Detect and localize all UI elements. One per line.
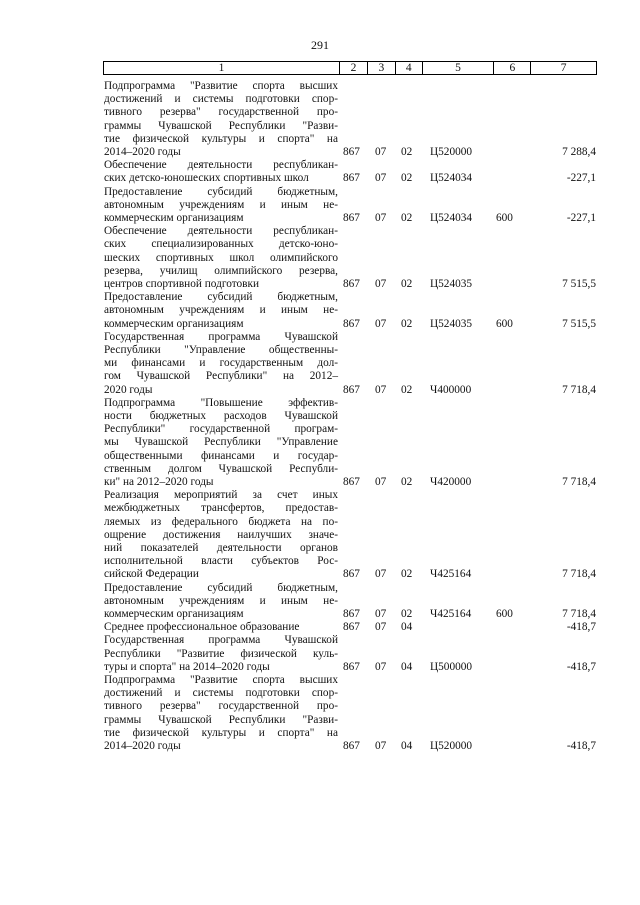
row-name-line: мы Чувашской Республики "Управление: [104, 436, 338, 449]
row-name-line: сийской Федерации: [104, 568, 199, 581]
row-name-line: ляемых из федерального бюджета на по-: [104, 515, 338, 528]
row-name-line: тивного резерва" государственной про-: [104, 700, 338, 713]
row-amount: 7 288,4: [562, 146, 596, 158]
row-name-line: Среднее профессиональное образование: [104, 621, 300, 634]
row-name-line: коммерческим организациям: [104, 212, 244, 224]
table-row: [0, 80, 640, 159]
row-name-line: Республики" государственной програм-: [104, 423, 338, 436]
row-admin-code: 867: [343, 568, 360, 581]
row-name-line: ки" на 2012–2020 годы: [104, 476, 214, 489]
row-expense-type-code: 600: [496, 317, 513, 330]
row-name-line: ний показателей деятельности органов: [104, 542, 338, 554]
row-name-line: общественными финансами и государ-: [104, 449, 338, 462]
row-name: [104, 397, 338, 489]
row-name-line: Государственная программа Чувашской: [104, 634, 338, 647]
row-name-line: тие физической культуры и спорта" на: [104, 132, 338, 145]
row-name-line: автономным учреждениям и иным не-: [104, 198, 338, 211]
row-name-line: 2014–2020 годы: [104, 146, 181, 159]
row-admin-code: 867: [343, 660, 360, 673]
row-amount: -227,1: [566, 211, 596, 224]
row-name-line: туры и спорта" на 2014–2020 годы: [104, 660, 270, 673]
row-target-article-code: Ч400000: [430, 383, 472, 396]
row-name-line: Подпрограмма "Развитие спорта высших: [104, 80, 338, 92]
row-subsection-code: 04: [401, 740, 413, 752]
row-name-line: ских специализированных детско-юно-: [104, 238, 338, 251]
row-target-article-code: Ц500000: [430, 660, 473, 673]
row-subsection-code: 02: [401, 146, 413, 158]
row-name-line: ственным долгом Чувашской Республи-: [104, 462, 338, 475]
header-col-6: 6: [493, 62, 530, 74]
row-name: [104, 634, 338, 674]
row-subsection-code: 02: [401, 211, 413, 224]
row-name-line: 2014–2020 годы: [104, 740, 181, 753]
table-row: [0, 674, 640, 753]
table-row: [0, 331, 640, 397]
row-amount: -418,7: [566, 740, 596, 752]
row-admin-code: 867: [343, 383, 360, 396]
row-name-line: Республики "Управление общественны-: [104, 344, 338, 356]
table-row: [0, 634, 640, 674]
row-section-code: 07: [375, 660, 387, 673]
row-name-line: граммы Чувашской Республики "Разви-: [104, 119, 338, 132]
row-name-line: Предоставление субсидий бюджетным,: [104, 185, 338, 198]
table-row: [0, 186, 640, 226]
row-subsection-code: 02: [401, 383, 413, 396]
row-name-line: Обеспечение деятельности республикан-: [104, 159, 338, 172]
row-name-line: достижений и системы подготовки спор-: [104, 93, 338, 106]
row-admin-code: 867: [343, 621, 360, 634]
row-name-line: шеских спортивных школ олимпийского: [104, 251, 338, 264]
row-name: [104, 291, 338, 331]
row-section-code: 07: [375, 607, 387, 620]
row-amount: -418,7: [566, 621, 596, 634]
row-name: [104, 331, 338, 397]
row-target-article-code: Ч425164: [430, 607, 472, 620]
row-name: [104, 489, 338, 581]
table-row: [0, 159, 640, 185]
row-name-line: ощрение достижения наилучших значе-: [104, 528, 338, 541]
row-target-article-code: Ч420000: [430, 475, 472, 488]
row-section-code: 07: [375, 475, 387, 488]
row-section-code: 07: [375, 621, 387, 634]
row-name-line: Подпрограмма "Повышение эффектив-: [104, 396, 338, 409]
row-name-line: Предоставление субсидий бюджетным,: [104, 291, 338, 304]
row-section-code: 07: [375, 146, 387, 158]
row-admin-code: 867: [343, 172, 360, 185]
row-name: [104, 621, 338, 634]
row-name-line: ских детско-юношеских спортивных школ: [104, 172, 309, 185]
row-name-line: граммы Чувашской Республики "Разви-: [104, 713, 338, 726]
table-row: [0, 291, 640, 331]
table-row: [0, 582, 640, 622]
row-name-line: исполнительной власти субъектов Рос-: [104, 555, 338, 568]
row-subsection-code: 02: [401, 607, 413, 620]
row-name-line: автономным учреждениям и иным не-: [104, 304, 338, 317]
row-section-code: 07: [375, 172, 387, 185]
row-name-line: гом Чувашской Республики" на 2012–: [104, 370, 338, 383]
row-amount: 7 718,4: [562, 383, 596, 396]
row-name-line: Предоставление субсидий бюджетным,: [104, 581, 338, 594]
row-section-code: 07: [375, 568, 387, 581]
row-amount: 7 718,4: [562, 607, 596, 620]
row-admin-code: 867: [343, 146, 360, 158]
row-amount: 7 718,4: [562, 475, 596, 488]
row-name: [104, 674, 338, 753]
row-name-line: Обеспечение деятельности республикан-: [104, 225, 338, 238]
row-admin-code: 867: [343, 475, 360, 488]
row-name-line: тие физической культуры и спорта" на: [104, 726, 338, 739]
row-name-line: Подпрограмма "Развитие спорта высших: [104, 674, 338, 686]
row-amount: 7 718,4: [562, 568, 596, 581]
row-amount: -227,1: [566, 172, 596, 185]
header-col-4: 4: [395, 62, 422, 74]
row-name-line: межбюджетных трансфертов, предостав-: [104, 502, 338, 515]
row-name-line: Государственная программа Чувашской: [104, 330, 338, 343]
row-name-line: коммерческим организациям: [104, 317, 244, 330]
row-section-code: 07: [375, 740, 387, 752]
row-section-code: 07: [375, 277, 387, 290]
row-name: [104, 186, 338, 226]
row-admin-code: 867: [343, 277, 360, 290]
row-admin-code: 867: [343, 317, 360, 330]
row-name: [104, 225, 338, 291]
row-admin-code: 867: [343, 211, 360, 224]
row-subsection-code: 04: [401, 660, 413, 673]
row-section-code: 07: [375, 211, 387, 224]
row-name-line: достижений и системы подготовки спор-: [104, 687, 338, 700]
header-col-3: 3: [367, 62, 395, 74]
header-col-1: 1: [218, 62, 225, 74]
row-name-line: тивного резерва" государственной про-: [104, 106, 338, 119]
row-target-article-code: Ц524035: [430, 317, 473, 330]
row-expense-type-code: 600: [496, 211, 513, 224]
row-name-line: Реализация мероприятий за счет иных: [104, 489, 338, 502]
table-row: [0, 621, 640, 634]
table-row: [0, 397, 640, 489]
table-row: [0, 225, 640, 291]
row-name-line: ности бюджетных расходов Чувашской: [104, 410, 338, 422]
row-name-line: коммерческим организациям: [104, 608, 244, 620]
row-name-line: резерва, училищ олимпийского резерва,: [104, 264, 338, 277]
row-target-article-code: Ц520000: [430, 740, 473, 752]
page-number: 291: [311, 38, 329, 52]
row-subsection-code: 02: [401, 172, 413, 185]
row-target-article-code: Ц520000: [430, 146, 473, 158]
row-subsection-code: 04: [401, 621, 413, 634]
row-admin-code: 867: [343, 740, 360, 752]
row-name: [104, 80, 338, 159]
row-name-line: ми финансами и государственным дол-: [104, 357, 338, 370]
row-amount: 7 515,5: [562, 317, 596, 330]
row-target-article-code: Ч425164: [430, 568, 472, 581]
row-target-article-code: Ц524035: [430, 277, 473, 290]
header-col-5: 5: [422, 62, 494, 74]
row-subsection-code: 02: [401, 277, 413, 290]
row-amount: -418,7: [566, 660, 596, 673]
row-name: [104, 159, 338, 185]
row-name-line: автономным учреждениям и иным не-: [104, 594, 338, 607]
row-subsection-code: 02: [401, 568, 413, 581]
row-subsection-code: 02: [401, 475, 413, 488]
row-amount: 7 515,5: [562, 277, 596, 290]
row-target-article-code: Ц524034: [430, 172, 473, 185]
row-section-code: 07: [375, 383, 387, 396]
row-name: [104, 582, 338, 622]
header-col-7: 7: [530, 62, 596, 74]
row-expense-type-code: 600: [496, 607, 513, 620]
row-name-line: Республики "Развитие физической куль-: [104, 647, 338, 660]
header-col-2: 2: [339, 62, 367, 74]
table-row: [0, 489, 640, 581]
row-admin-code: 867: [343, 607, 360, 620]
row-subsection-code: 02: [401, 317, 413, 330]
row-target-article-code: Ц524034: [430, 211, 473, 224]
row-name-line: 2020 годы: [104, 383, 153, 396]
row-section-code: 07: [375, 317, 387, 330]
row-name-line: центров спортивной подготовки: [104, 278, 259, 290]
